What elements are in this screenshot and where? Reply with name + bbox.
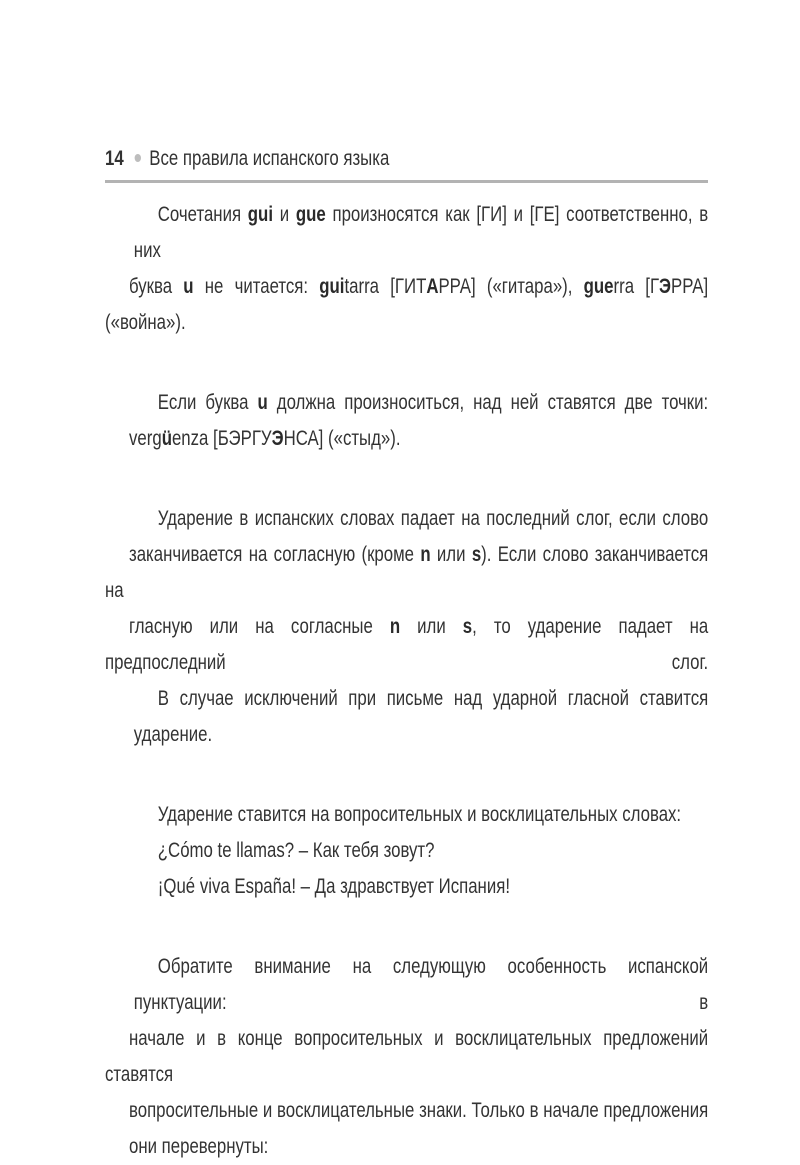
text-line: [105, 385, 708, 421]
bullet-separator: [135, 154, 141, 162]
text-span: буква: [129, 275, 184, 298]
text-span: tarra [ГИТ: [344, 275, 427, 298]
text-span: или: [400, 615, 463, 638]
running-title: Все правила испанского языка: [149, 147, 390, 170]
page-header: [105, 140, 587, 178]
text-span: произносятся как [ГИ] и [ГЕ] соответственно, в них: [133, 203, 709, 262]
bold-span: n: [420, 543, 431, 566]
bold-span: gue: [295, 203, 326, 226]
text-line: [105, 421, 708, 457]
text-span: заканчивается на согласную (кроме: [129, 543, 421, 566]
bold-span: u: [183, 275, 194, 298]
bold-span: gui: [319, 275, 345, 298]
text-span: verg: [129, 427, 162, 450]
paragraph-punctuation: [105, 949, 708, 1165]
text-line: [105, 197, 708, 269]
book-page: [105, 140, 708, 1165]
bold-span: А: [426, 275, 439, 298]
text-line: они перевернуты:: [129, 1135, 269, 1158]
paragraph-dieresis: [105, 385, 708, 457]
text-span: не читается:: [193, 275, 320, 298]
text-span: или: [430, 543, 472, 566]
text-span: должна произноситься, над ней ставятся две точки:: [267, 391, 709, 414]
page-number: 14: [105, 147, 124, 170]
bold-span: gue: [583, 275, 614, 298]
paragraph-interrogative: [105, 797, 708, 905]
text-span: Сочетания: [157, 203, 248, 226]
bold-span: Э: [659, 275, 672, 298]
text-span: , то ударение падает на предпоследний слог.: [105, 615, 709, 674]
example-line: ¡Qué viva España! – Да здравствует Испания!: [157, 875, 510, 898]
text-line: вопросительные и восклицательные знаки. Только в начале предложения: [129, 1099, 709, 1122]
paragraph-gui-gue: [105, 197, 708, 341]
text-line: Обратите внимание на следующую особенность испанской пунктуации: в: [133, 955, 709, 1014]
text-span: РРА] («война»).: [105, 275, 709, 334]
text-line: В случае исключений при письме над ударной гласной ставится ударение.: [133, 687, 709, 746]
bold-span: gui: [247, 203, 273, 226]
paragraph-stress: [105, 501, 708, 753]
text-span: ). Если слово заканчивается на: [105, 543, 709, 602]
bold-span: u: [257, 391, 268, 414]
text-line: Ударение ставится на вопросительных и восклицательных словах:: [157, 803, 682, 826]
text-span: Если буква: [157, 391, 258, 414]
text-span: РРА] («гитара»),: [438, 275, 584, 298]
text-span: гласную или на согласные: [129, 615, 390, 638]
header-rule: [105, 180, 708, 183]
text-line: [105, 609, 708, 681]
text-line: [105, 537, 708, 609]
text-span: rra [Г: [613, 275, 660, 298]
bold-span: ü: [161, 427, 172, 450]
bold-span: Э: [271, 427, 284, 450]
text-span: enza [БЭРГУ: [171, 427, 272, 450]
text-line: Ударение в испанских словах падает на последний слог, если слово: [157, 507, 709, 530]
bold-span: n: [389, 615, 401, 638]
bold-span: s: [462, 615, 473, 638]
text-line: [105, 269, 708, 341]
text-span: НСА] («стыд»).: [283, 427, 401, 450]
example-line: ¿Cómo te llamas? – Как тебя зовут?: [157, 839, 435, 862]
text-span: и: [273, 203, 296, 226]
text-line: начале и в конце вопросительных и восклицательных предложений ставятся: [105, 1027, 709, 1086]
bold-span: s: [471, 543, 482, 566]
